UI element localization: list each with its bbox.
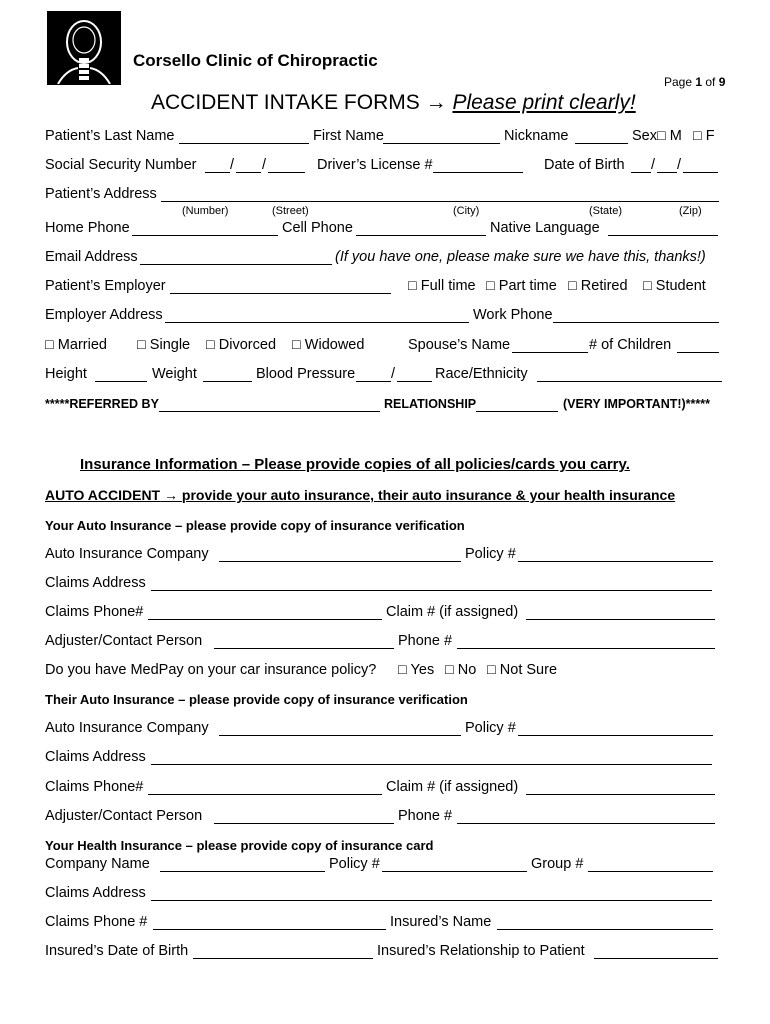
title-instruction: Please print clearly! [452, 91, 636, 114]
student-checkbox[interactable]: □ Student [643, 278, 706, 294]
ssn-field-2[interactable] [236, 172, 261, 173]
address-number-hint: (Number) [182, 205, 229, 217]
last-name-label: Patient’s Last Name [45, 128, 175, 144]
your-claims-phone-label: Claims Phone# [45, 604, 144, 620]
first-name-label: First Name [313, 128, 384, 144]
their-auto-company-label: Auto Insurance Company [45, 720, 209, 736]
cell-phone-label: Cell Phone [282, 220, 353, 236]
dob-slash-1: / [651, 157, 656, 173]
their-adjuster-phone-label: Phone # [398, 808, 453, 824]
retired-checkbox[interactable]: □ Retired [568, 278, 628, 294]
drivers-license-field[interactable] [433, 172, 523, 173]
weight-field[interactable] [203, 381, 252, 382]
health-group-field[interactable] [588, 871, 713, 872]
page-title: ACCIDENT INTAKE FORMS → Please print clearly! [151, 91, 636, 114]
arrow-right-icon: → [425, 91, 447, 114]
ssn-slash-2: / [262, 157, 267, 173]
insured-name-field[interactable] [497, 929, 713, 930]
address-state-hint: (State) [589, 205, 623, 217]
part-time-checkbox[interactable]: □ Part time [486, 278, 557, 294]
your-auto-policy-label: Policy # [465, 546, 516, 562]
referred-by-field[interactable] [159, 411, 380, 412]
work-phone-label: Work Phone [473, 307, 553, 323]
your-claims-address-label: Claims Address [45, 575, 146, 591]
employer-address-field[interactable] [165, 322, 469, 323]
bp-field-2[interactable] [397, 381, 432, 382]
your-auto-insurance-heading: Your Auto Insurance – please provide copy of insurance verification [45, 518, 465, 533]
their-claim-number-field[interactable] [526, 794, 715, 795]
address-zip-hint: (Zip) [679, 205, 702, 217]
your-adjuster-phone-field[interactable] [457, 648, 715, 649]
their-auto-policy-label: Policy # [465, 720, 516, 736]
employer-field[interactable] [170, 293, 391, 294]
your-adjuster-field[interactable] [214, 648, 394, 649]
insurance-heading: Insurance Information – Please provide copies of all policies/cards you carry. [80, 456, 630, 473]
your-health-insurance-heading: Your Health Insurance – please provide copy of insurance card [45, 838, 434, 853]
email-label: Email Address [45, 249, 138, 265]
children-label: # of Children [589, 337, 672, 353]
children-field[interactable] [677, 352, 719, 353]
ssn-field-1[interactable] [205, 172, 230, 173]
health-group-label: Group # [531, 856, 584, 872]
relationship-field[interactable] [476, 411, 558, 412]
widowed-checkbox[interactable]: □ Widowed [292, 337, 365, 353]
their-claim-number-label: Claim # (if assigned) [386, 779, 519, 795]
height-label: Height [45, 366, 87, 382]
native-language-field[interactable] [608, 235, 718, 236]
clinic-logo-icon [47, 11, 121, 85]
ssn-label: Social Security Number [45, 157, 197, 173]
blood-pressure-label: Blood Pressure [256, 366, 356, 382]
medpay-question: Do you have MedPay on your car insurance policy? [45, 662, 377, 678]
employer-label: Patient’s Employer [45, 278, 166, 294]
home-phone-field[interactable] [132, 235, 278, 236]
bp-slash: / [391, 366, 396, 382]
full-time-checkbox[interactable]: □ Full time [408, 278, 476, 294]
your-adjuster-label: Adjuster/Contact Person [45, 633, 203, 649]
insured-relationship-field[interactable] [594, 958, 718, 959]
health-claims-address-field[interactable] [151, 900, 712, 901]
health-company-label: Company Name [45, 856, 150, 872]
sex-female-checkbox[interactable]: □ F [693, 128, 715, 144]
their-auto-policy-field[interactable] [518, 735, 713, 736]
your-auto-company-label: Auto Insurance Company [45, 546, 209, 562]
weight-label: Weight [152, 366, 197, 382]
medpay-no-checkbox[interactable]: □ No [445, 662, 477, 678]
your-claim-number-label: Claim # (if assigned) [386, 604, 519, 620]
their-adjuster-field[interactable] [214, 823, 394, 824]
health-claims-phone-label: Claims Phone # [45, 914, 148, 930]
last-name-field[interactable] [179, 143, 309, 144]
health-claims-phone-field[interactable] [153, 929, 386, 930]
page-indicator: Page 1 of 9 [664, 75, 726, 89]
their-auto-insurance-heading: Their Auto Insurance – please provide copy of insurance verification [45, 692, 468, 707]
spouse-name-field[interactable] [512, 352, 588, 353]
auto-accident-heading: AUTO ACCIDENT → provide your auto insurance, their auto insurance & your health insurance [45, 487, 676, 503]
height-field[interactable] [95, 381, 147, 382]
your-auto-company-field[interactable] [219, 561, 461, 562]
work-phone-field[interactable] [553, 322, 719, 323]
their-auto-company-field[interactable] [219, 735, 461, 736]
dob-field-2[interactable] [657, 172, 677, 173]
health-policy-label: Policy # [329, 856, 380, 872]
dob-label: Date of Birth [544, 157, 625, 173]
email-field[interactable] [140, 264, 332, 265]
health-company-field[interactable] [160, 871, 325, 872]
their-claims-phone-label: Claims Phone# [45, 779, 144, 795]
cell-phone-field[interactable] [356, 235, 486, 236]
insured-name-label: Insured’s Name [390, 914, 492, 930]
very-important-note: (VERY IMPORTANT!)***** [563, 397, 711, 411]
race-field[interactable] [537, 381, 722, 382]
nickname-label: Nickname [504, 128, 569, 144]
home-phone-label: Home Phone [45, 220, 130, 236]
bp-field-1[interactable] [356, 381, 391, 382]
referred-by-label: *****REFERRED BY [45, 397, 159, 411]
employer-address-label: Employer Address [45, 307, 163, 323]
clinic-name: Corsello Clinic of Chiropractic [133, 51, 378, 70]
address-label: Patient’s Address [45, 186, 157, 202]
spouse-name-label: Spouse’s Name [408, 337, 511, 353]
insured-dob-field[interactable] [193, 958, 373, 959]
nickname-field[interactable] [575, 143, 628, 144]
their-claims-address-label: Claims Address [45, 749, 146, 765]
first-name-field[interactable] [383, 143, 500, 144]
native-language-label: Native Language [490, 220, 600, 236]
race-label: Race/Ethnicity [435, 366, 528, 382]
single-checkbox[interactable]: □ Single [137, 337, 191, 353]
ssn-slash-1: / [230, 157, 235, 173]
their-claims-phone-field[interactable] [148, 794, 382, 795]
sex-label: Sex [632, 128, 657, 144]
dob-field-1[interactable] [631, 172, 651, 173]
your-auto-policy-field[interactable] [518, 561, 713, 562]
divorced-checkbox[interactable]: □ Divorced [206, 337, 277, 353]
email-note: (If you have one, please make sure we have this, thanks!) [335, 249, 706, 265]
your-claims-address-field[interactable] [151, 590, 712, 591]
married-checkbox[interactable]: □ Married [45, 337, 107, 353]
dob-field-3[interactable] [683, 172, 718, 173]
insured-relationship-label: Insured’s Relationship to Patient [377, 943, 585, 959]
their-adjuster-phone-field[interactable] [457, 823, 715, 824]
sex-male-checkbox[interactable]: □ M [657, 128, 682, 144]
your-claim-number-field[interactable] [526, 619, 715, 620]
your-claims-phone-field[interactable] [148, 619, 382, 620]
dob-slash-2: / [677, 157, 682, 173]
health-claims-address-label: Claims Address [45, 885, 146, 901]
drivers-license-label: Driver’s License # [317, 157, 433, 173]
your-adjuster-phone-label: Phone # [398, 633, 453, 649]
medpay-yes-checkbox[interactable]: □ Yes [398, 662, 435, 678]
medpay-not-sure-checkbox[interactable]: □ Not Sure [487, 662, 558, 678]
health-policy-field[interactable] [382, 871, 527, 872]
ssn-field-3[interactable] [268, 172, 305, 173]
relationship-label: RELATIONSHIP [384, 397, 477, 411]
address-field[interactable] [161, 201, 719, 202]
arrow-right-icon: → [164, 487, 179, 503]
their-adjuster-label: Adjuster/Contact Person [45, 808, 203, 824]
their-claims-address-field[interactable] [151, 764, 712, 765]
address-city-hint: (City) [453, 205, 480, 217]
insured-dob-label: Insured’s Date of Birth [45, 943, 189, 959]
address-street-hint: (Street) [272, 205, 309, 217]
